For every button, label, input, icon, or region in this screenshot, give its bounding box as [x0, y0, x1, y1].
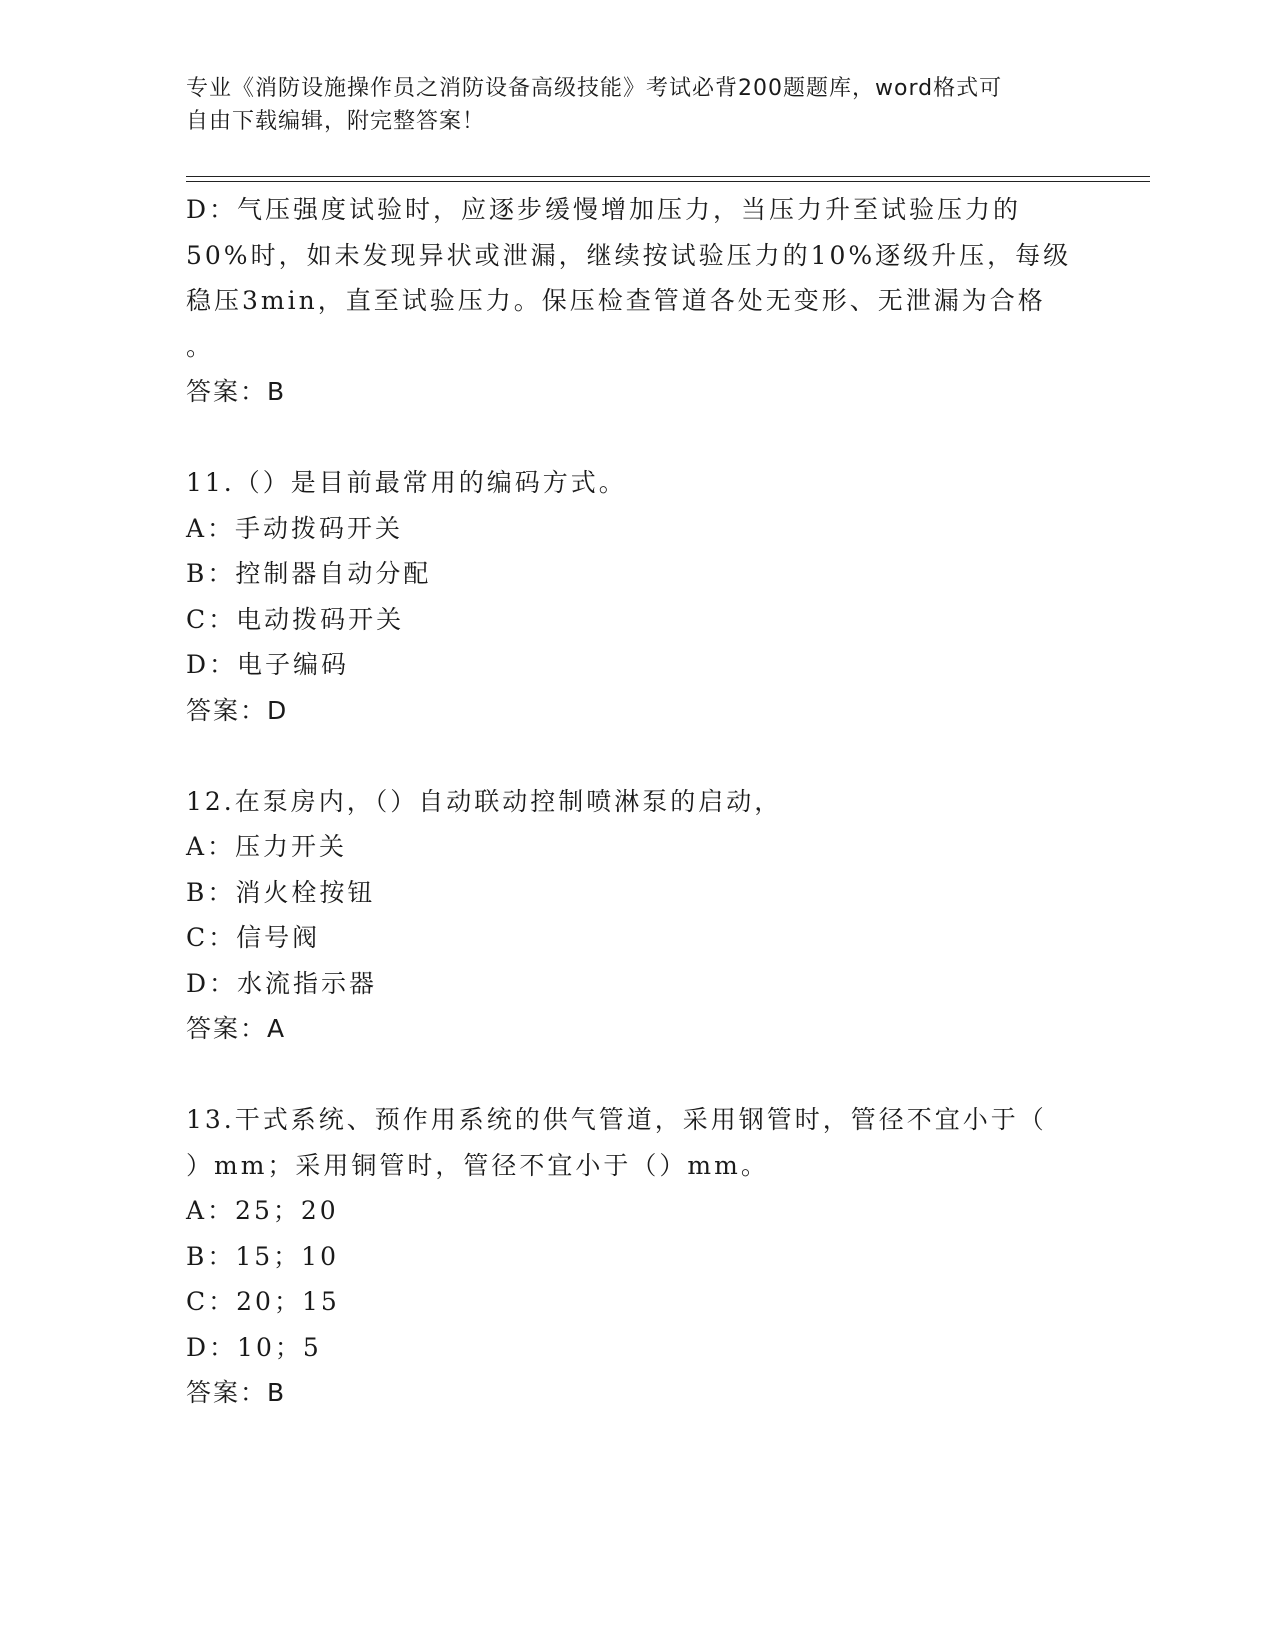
answer-line: 答案：B: [186, 1378, 287, 1407]
option-text-line: 。: [186, 331, 215, 361]
question-11: [186, 460, 1076, 733]
option-text-line: D：气压强度试验时，应逐步缓慢增加压力，当压力升至试验压力的: [186, 195, 1022, 224]
document-body: [186, 187, 1076, 1416]
option-d: D：10；5: [186, 1332, 322, 1362]
header-line-2: 自由下载编辑，附完整答案！: [186, 109, 486, 134]
option-c: C：电动拨码开关: [186, 604, 405, 634]
question-stem: 11.（）是目前最常用的编码方式。: [186, 468, 627, 497]
answer-line: 答案：B: [186, 377, 287, 406]
option-c: C：20；15: [186, 1287, 340, 1316]
option-text-line: 稳压3min，直至试验压力。保压检查管道各处无变形、无泄漏为合格: [186, 286, 1046, 315]
option-d: D：电子编码: [186, 650, 350, 679]
option-text-line: 50%时，如未发现异状或泄漏，继续按试验压力的10%逐级升压，每级: [186, 240, 1072, 270]
option-a: A：25；20: [186, 1196, 339, 1225]
question-stem: 12.在泵房内，（）自动联动控制喷淋泵的启动，: [186, 786, 783, 816]
header-rule-top: [186, 176, 1150, 177]
option-a: A：手动拨码开关: [186, 513, 404, 543]
question-12: [186, 779, 1076, 1052]
answer-line: 答案：D: [186, 695, 289, 725]
question-stem-continued: ）mm；采用铜管时，管径不宜小于（）mm。: [186, 1150, 769, 1180]
answer-line: 答案：A: [186, 1014, 287, 1043]
question-10-continuation: [186, 187, 1076, 415]
option-b: B：消火栓按钮: [186, 877, 376, 907]
option-b: B：控制器自动分配: [186, 559, 432, 588]
document-header: [186, 72, 1066, 138]
question-13: [186, 1097, 1076, 1416]
option-d: D：水流指示器: [186, 968, 378, 998]
header-line-1: 专业《消防设施操作员之消防设备高级技能》考试必背200题题库，word格式可: [186, 76, 1003, 101]
option-b: B：15；10: [186, 1241, 339, 1271]
question-stem: 13.干式系统、预作用系统的供气管道，采用钢管时，管径不宜小于（: [186, 1105, 1047, 1134]
option-c: C：信号阀: [186, 923, 321, 952]
option-a: A：压力开关: [186, 832, 348, 861]
header-rule-bottom: [186, 181, 1150, 182]
